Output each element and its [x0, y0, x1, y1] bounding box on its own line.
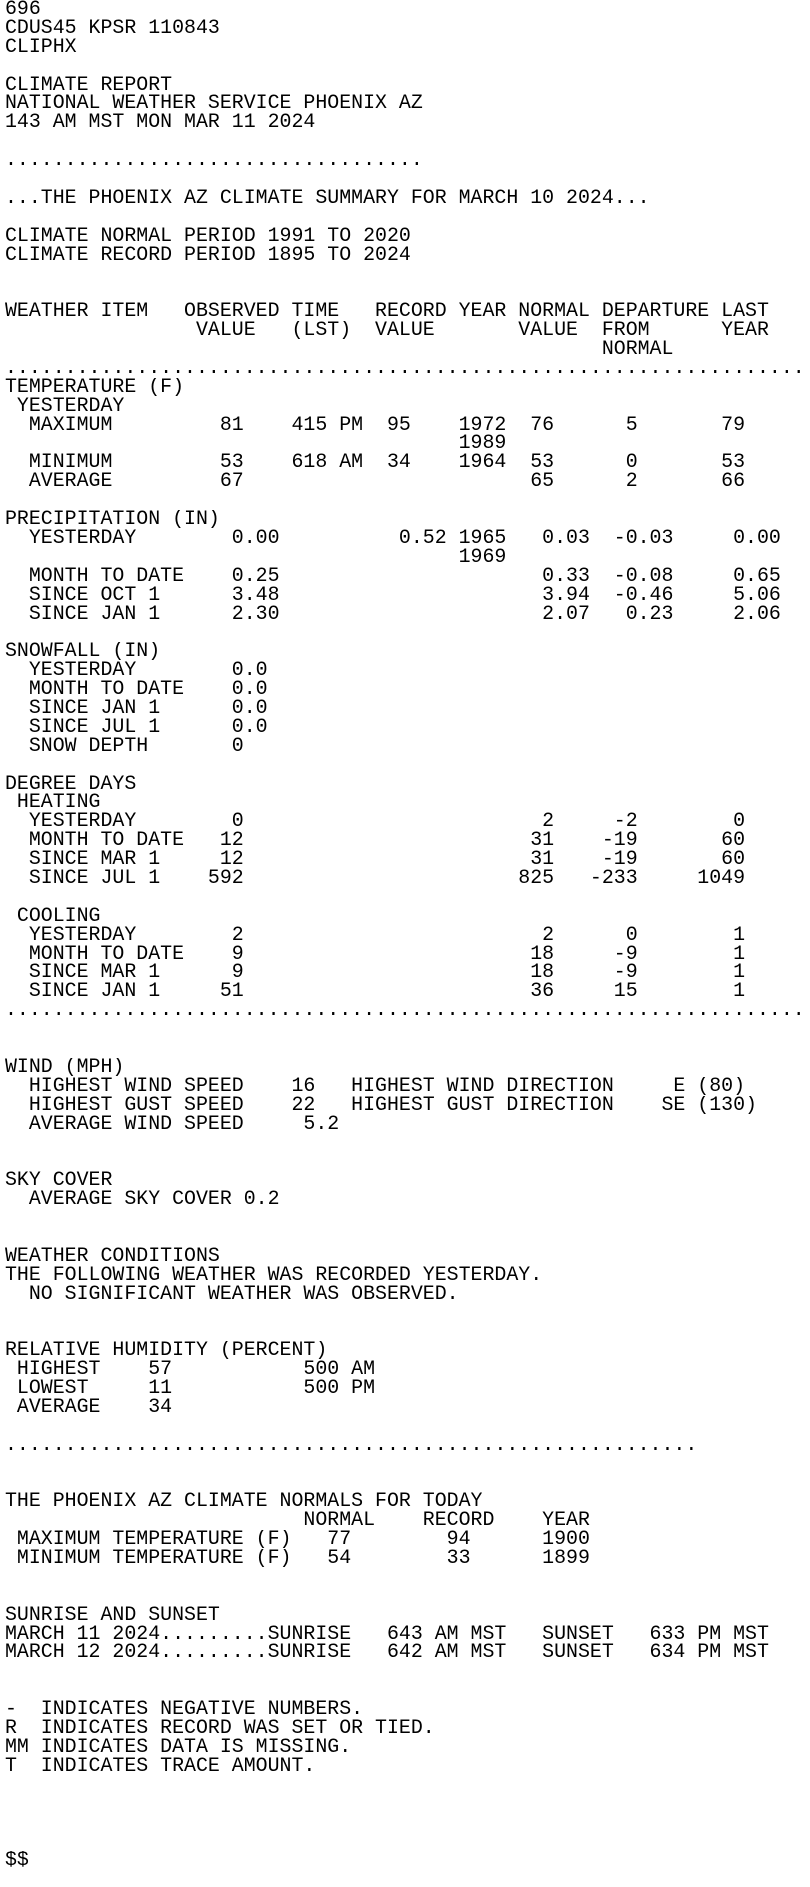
report-line — [5, 1020, 810, 1039]
report-line — [5, 1228, 810, 1247]
report-line: THE FOLLOWING WEATHER WAS RECORDED YESTERDAY. — [5, 1265, 543, 1285]
report-line: CLIMATE NORMAL PERIOD 1991 TO 2020 — [5, 226, 411, 246]
report-line — [5, 1322, 810, 1341]
report-line: MONTH TO DATE 9 18 -9 1 — [5, 944, 746, 964]
report-line — [5, 283, 810, 302]
report-line: - INDICATES NEGATIVE NUMBERS. — [5, 1700, 364, 1720]
report-line: SINCE MAR 1 9 18 -9 1 — [5, 963, 746, 983]
report-line: MARCH 11 2024.........SUNRISE 643 AM MST SUNSET 633 PM MST — [5, 1624, 769, 1644]
report-line: SINCE MAR 1 12 31 -19 60 — [5, 850, 746, 869]
report-line: SINCE JUL 1 0.0 — [5, 717, 268, 737]
report-line: ................................................................... — [5, 358, 805, 378]
report-line: WEATHER ITEM OBSERVED TIME RECORD YEAR NORMAL DEPARTURE LAST — [5, 302, 769, 322]
report-line: HEATING — [5, 793, 101, 813]
report-line: MONTH TO DATE 0.0 — [5, 680, 268, 699]
report-line: YESTERDAY 0 2 -2 0 — [5, 812, 746, 832]
report-line: DEGREE DAYS — [5, 774, 137, 794]
report-line: WEATHER CONDITIONS — [5, 1246, 220, 1266]
report-line — [5, 208, 810, 227]
report-line: YESTERDAY 2 2 0 1 — [5, 925, 746, 945]
report-line: 696 — [5, 0, 41, 19]
report-line: T INDICATES TRACE AMOUNT. — [5, 1756, 316, 1776]
report-line — [5, 1662, 810, 1681]
report-line: CLIMATE REPORT — [5, 75, 173, 95]
report-line: SINCE JUL 1 592 825 -233 1049 — [5, 868, 746, 888]
report-line: SINCE JAN 1 2.30 2.07 0.23 2.06 — [5, 604, 781, 624]
report-line — [5, 57, 810, 76]
report-line — [5, 1152, 810, 1171]
report-line — [5, 1417, 810, 1436]
report-line: CLIPHX — [5, 37, 77, 57]
report-line: AVERAGE 34 — [5, 1397, 173, 1417]
report-line: MINIMUM TEMPERATURE (F) 54 33 1899 — [5, 1549, 590, 1568]
report-line: NATIONAL WEATHER SERVICE PHOENIX AZ — [5, 94, 423, 114]
report-line — [5, 1303, 810, 1322]
report-line: COOLING — [5, 906, 101, 926]
report-line: MAXIMUM TEMPERATURE (F) 77 94 1900 — [5, 1530, 590, 1550]
report-line: NORMAL RECORD YEAR — [5, 1511, 590, 1531]
report-line: RELATIVE HUMIDITY (PERCENT) — [5, 1341, 328, 1361]
report-line — [5, 623, 810, 642]
report-line: SNOW DEPTH 0 — [5, 736, 244, 756]
report-line — [5, 1795, 810, 1814]
report-line: SINCE JAN 1 51 36 15 1 — [5, 982, 746, 1002]
report-line: MARCH 12 2024.........SUNRISE 642 AM MST SUNSET 634 PM MST — [5, 1643, 769, 1663]
report-line: AVERAGE WIND SPEED 5.2 — [5, 1114, 340, 1134]
report-line: YESTERDAY 0.0 — [5, 661, 268, 681]
report-line: AVERAGE 67 65 2 66 — [5, 472, 746, 492]
report-line — [5, 1681, 810, 1700]
report-line: SNOWFALL (IN) — [5, 642, 161, 662]
report-line: VALUE (LST) VALUE VALUE FROM YEAR — [5, 321, 769, 341]
report-line — [5, 1209, 810, 1228]
report-line: CLIMATE RECORD PERIOD 1895 TO 2024 — [5, 245, 411, 265]
report-line — [5, 132, 810, 151]
report-line: MONTH TO DATE 12 31 -19 60 — [5, 831, 746, 851]
report-line: SINCE OCT 1 3.48 3.94 -0.46 5.06 — [5, 585, 781, 605]
report-line: NO SIGNIFICANT WEATHER WAS OBSERVED. — [5, 1284, 459, 1304]
report-line — [5, 264, 810, 283]
report-line — [5, 491, 810, 510]
report-line: YESTERDAY 0.00 0.52 1965 0.03 -0.03 0.00 — [5, 528, 781, 548]
report-line: ................................... — [5, 151, 423, 171]
report-line: PRECIPITATION (IN) — [5, 510, 220, 529]
report-line: ................................................................... — [5, 1001, 805, 1021]
report-line: NORMAL — [5, 340, 674, 359]
report-line: ...THE PHOENIX AZ CLIMATE SUMMARY FOR MARCH 10 2024... — [5, 188, 650, 208]
report-line: AVERAGE SKY COVER 0.2 — [5, 1190, 280, 1209]
report-line: THE PHOENIX AZ CLIMATE NORMALS FOR TODAY — [5, 1492, 483, 1512]
report-line: HIGHEST 57 500 AM — [5, 1360, 376, 1380]
report-line — [5, 1455, 810, 1474]
report-line — [5, 1814, 810, 1833]
report-line: HIGHEST WIND SPEED 16 HIGHEST WIND DIRECTION E (80) — [5, 1076, 746, 1096]
report-line: SINCE JAN 1 0.0 — [5, 698, 268, 718]
report-line: $$ — [5, 1851, 29, 1871]
report-line: CDUS45 KPSR 110843 — [5, 18, 220, 38]
report-line: SKY COVER — [5, 1171, 113, 1191]
report-line — [5, 1568, 810, 1587]
report-line: HIGHEST GUST SPEED 22 HIGHEST GUST DIRECTION SE (130) — [5, 1095, 757, 1115]
report-line: MM INDICATES DATA IS MISSING. — [5, 1737, 352, 1757]
report-line: 143 AM MST MON MAR 11 2024 — [5, 113, 316, 133]
report-line: MINIMUM 53 618 AM 34 1964 53 0 53 — [5, 453, 746, 473]
report-line — [5, 1832, 810, 1851]
report-line — [5, 1133, 810, 1152]
report-line: 1989 — [5, 434, 507, 454]
report-line: .......................................................... — [5, 1435, 698, 1455]
report-line: R INDICATES RECORD WAS SET OR TIED. — [5, 1719, 435, 1738]
report-line — [5, 1587, 810, 1606]
report-line: TEMPERATURE (F) — [5, 377, 185, 397]
report-line: LOWEST 11 500 PM — [5, 1379, 376, 1398]
report-line — [5, 1776, 810, 1795]
report-line: MAXIMUM 81 415 PM 95 1972 76 5 79 — [5, 415, 746, 435]
report-line: SUNRISE AND SUNSET — [5, 1605, 220, 1625]
report-line — [5, 756, 810, 775]
report-line: WIND (MPH) — [5, 1057, 125, 1077]
report-line — [5, 1039, 810, 1058]
report-line: YESTERDAY — [5, 396, 125, 416]
report-line: MONTH TO DATE 0.25 0.33 -0.08 0.65 — [5, 566, 781, 586]
report-line — [5, 170, 810, 189]
report-line — [5, 888, 810, 907]
report-line: 1969 — [5, 547, 507, 567]
report-line — [5, 1473, 810, 1492]
